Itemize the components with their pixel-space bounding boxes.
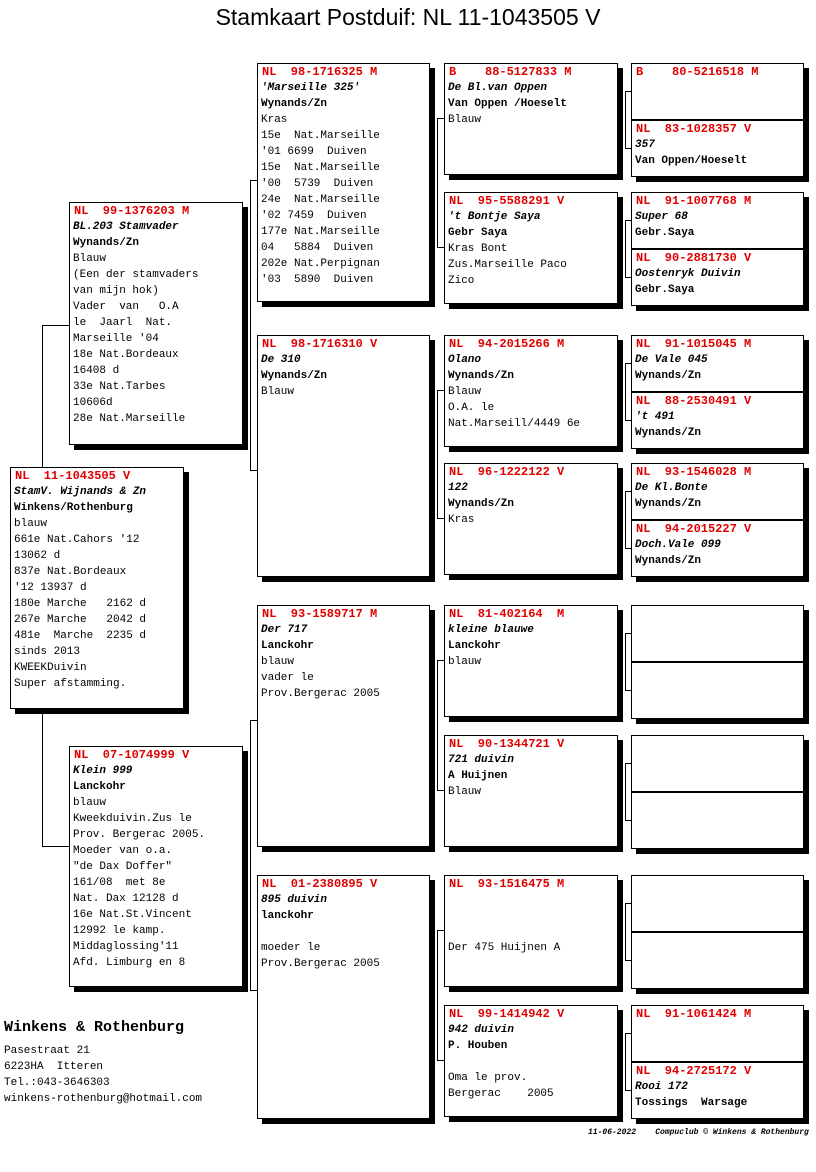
connector-line [437,118,444,119]
connector-line [625,763,626,820]
pedigree-line: 180e Marche 2162 d [14,598,147,610]
pigeon-name: 'Marseille 325' [261,82,361,94]
breeder-name: Wynands/Zn [448,370,515,382]
pigeon-name: StamV. Wijnands & Zn [14,486,147,498]
great-grandparent-card[interactable] [444,875,618,987]
pigeon-name: Rooi 172 [635,1081,688,1093]
pigeon-name: Oostenryk Duivin [635,268,741,280]
breeder-name: Van Oppen /Hoeselt [448,98,567,110]
owner-phone: Tel.:043-3646303 [4,1077,110,1089]
connector-line [625,220,626,277]
connector-line [625,1033,631,1034]
ring-number: NL 01-2380895 V [262,877,378,891]
pedigree-line [261,924,429,940]
pedigree-line: 16408 d [73,365,120,377]
pigeon-name: 895 duivin [261,894,328,906]
connector-line [625,491,626,548]
pedigree-line: Middaglossing'11 [73,941,179,953]
connector-line [437,118,438,247]
pedigree-line: 10606d [73,397,113,409]
great-great-grandparent-card[interactable] [631,120,804,177]
ring-number: NL 81-402164 M [449,607,565,621]
owner-email[interactable]: winkens-rothenburg@hotmail.com [4,1093,203,1105]
pedigree-line: Super afstamming. [14,678,127,690]
subject-pigeon-card[interactable] [10,467,184,709]
great-great-grandparent-card[interactable] [631,875,804,932]
pedigree-line: Kras [448,514,475,526]
breeder-name: P. Houben [448,1040,508,1052]
great-great-grandparent-card[interactable] [631,249,804,306]
owner-city: 6223HA Itteren [4,1061,104,1073]
connector-line [625,633,631,634]
pedigree-line: Kras Bont [448,243,508,255]
pigeon-name: kleine blauwe [448,624,534,636]
connector-line [625,491,631,492]
pedigree-line: Der 475 Huijnen A [448,942,561,954]
pedigree-line [448,1054,617,1070]
pigeon-name: 721 duivin [448,754,515,766]
connector-line [625,548,631,549]
pedigree-line: blauw [261,656,295,668]
pigeon-name: De Vale 045 [635,354,708,366]
pigeon-name: 122 [448,482,468,494]
connector-line [437,660,444,661]
connector-line [437,660,438,790]
ring-number: B 80-5216518 M [636,65,759,79]
pedigree-line: O.A. le [448,402,495,414]
connector-line [625,820,631,821]
pedigree-line: '02 7459 Duiven [261,210,367,222]
pedigree-line: 18e Nat.Bordeaux [73,349,179,361]
pigeon-name: Super 68 [635,211,688,223]
ring-number: NL 91-1015045 M [636,337,752,351]
breeder-name: Van Oppen/Hoeselt [635,155,748,167]
pedigree-line: Afd. Limburg en 8 [73,957,186,969]
great-grandparent-card[interactable] [444,335,618,447]
connector-line [625,277,631,278]
pedigree-line: 267e Marche 2042 d [14,614,147,626]
ring-number: NL 93-1589717 M [262,607,378,621]
pigeon-name: Der 717 [261,624,308,636]
breeder-name: Gebr.Saya [635,284,695,296]
breeder-name: Wynands/Zn [73,237,140,249]
pedigree-line: 04 5884 Duiven [261,242,374,254]
pedigree-line: van mijn hok) [73,285,159,297]
grandparent-card[interactable] [257,335,430,577]
pedigree-line: '12 13937 d [14,582,87,594]
connector-line [437,390,444,391]
great-great-grandparent-card[interactable] [631,662,804,719]
mother-card[interactable] [69,746,243,987]
connector-line [625,903,631,904]
great-grandparent-card[interactable] [444,463,618,575]
connector-line [625,1033,626,1090]
pedigree-line: KWEEKDuivin [14,662,87,674]
pigeon-name: Olano [448,354,482,366]
ring-number: B 88-5127833 M [449,65,572,79]
pedigree-line: vader le [261,672,314,684]
connector-line [625,763,631,764]
ring-number: NL 83-1028357 V [636,122,752,136]
pedigree-line: 161/08 met 8e [73,877,166,889]
ring-number: NL 93-1546028 M [636,465,752,479]
pedigree-line: 481e Marche 2235 d [14,630,147,642]
pedigree-line: Zico [448,275,475,287]
pedigree-line: Kras [261,114,288,126]
ring-number: NL 88-2530491 V [636,394,752,408]
father-card[interactable] [69,202,243,445]
great-great-grandparent-card[interactable] [631,735,804,792]
breeder-name: Wynands/Zn [635,498,702,510]
connector-line [625,960,631,961]
pedigree-line: 202e Nat.Perpignan [261,258,380,270]
ring-number: NL 91-1061424 M [636,1007,752,1021]
pedigree-line: Moeder van o.a. [73,845,173,857]
pedigree-line [448,908,617,924]
ring-number: NL 90-2881730 V [636,251,752,265]
pedigree-line: Blauw [73,253,107,265]
pigeon-name: De Kl.Bonte [635,482,708,494]
pedigree-line: blauw [73,797,107,809]
connector-line [625,220,631,221]
pedigree-line: 33e Nat.Tarbes [73,381,166,393]
connector-line [625,363,631,364]
ring-number: NL 07-1074999 V [74,748,190,762]
pigeon-name: 't 491 [635,411,675,423]
pedigree-line: 15e Nat.Marseille [261,162,380,174]
pedigree-line: (Een der stamvaders [73,269,199,281]
connector-line [625,148,631,149]
grandparent-card[interactable] [257,63,430,302]
breeder-name: Wynands/Zn [635,370,702,382]
pigeon-name: De 310 [261,354,301,366]
owner-name: Winkens & Rothenburg [4,1019,185,1036]
breeder-name: Gebr Saya [448,227,508,239]
pedigree-line: 661e Nat.Cahors '12 [14,534,140,546]
breeder-name: Lanckohr [73,781,126,793]
ring-number: NL 99-1414942 V [449,1007,565,1021]
pigeon-name: 357 [635,139,655,151]
breeder-name: lanckohr [261,910,314,922]
connector-line [625,91,626,148]
connector-line [437,790,444,791]
owner-street: Pasestraat 21 [4,1045,90,1057]
great-grandparent-card[interactable] [444,1005,618,1117]
pedigree-line: moeder le [261,942,321,954]
pedigree-line: 15e Nat.Marseille [261,130,380,142]
great-great-grandparent-card[interactable] [631,932,804,989]
connector-line [625,420,631,421]
pedigree-line: blauw [14,518,48,530]
pedigree-line: Blauw [448,114,482,126]
pedigree-line: Vader van O.A [73,301,179,313]
ring-number: NL 96-1222122 V [449,465,565,479]
pedigree-line: sinds 2013 [14,646,81,658]
pedigree-line: blauw [448,656,482,668]
great-great-grandparent-card[interactable] [631,792,804,849]
pedigree-line: Blauw [448,786,482,798]
footer-credit: 11-06-2022 Compuclub © Winkens & Rothenburg [588,1128,809,1137]
connector-line [625,633,626,690]
pedigree-line: Kweekduivin.Zus le [73,813,192,825]
pedigree-line: Bergerac 2005 [448,1088,554,1100]
pedigree-line: 13062 d [14,550,61,562]
pedigree-line [448,924,617,940]
pedigree-line: Blauw [261,386,295,398]
breeder-name: Wynands/Zn [261,370,328,382]
connector-line [437,930,438,1060]
pedigree-line: 837e Nat.Bordeaux [14,566,127,578]
ring-number: NL 98-1716325 M [262,65,378,79]
pedigree-line: '03 5890 Duiven [261,274,374,286]
connector-line [625,903,626,960]
pedigree-line: 16e Nat.St.Vincent [73,909,192,921]
pedigree-line: Marseille '04 [73,333,159,345]
breeder-name: Tossings Warsage [635,1097,748,1109]
pedigree-line: Blauw [448,386,482,398]
connector-line [437,518,444,519]
pedigree-line: Prov. Bergerac 2005. [73,829,206,841]
great-great-grandparent-card[interactable] [631,520,804,577]
great-grandparent-card[interactable] [444,735,618,847]
ring-number: NL 99-1376203 M [74,204,190,218]
pedigree-line: 177e Nat.Marseille [261,226,380,238]
pigeon-name: Klein 999 [73,765,133,777]
pedigree-line: Oma le prov. [448,1072,528,1084]
great-grandparent-card[interactable] [444,63,618,175]
pedigree-line: Nat. Dax 12128 d [73,893,179,905]
pedigree-line: 28e Nat.Marseille [73,413,186,425]
pedigree-line: '00 5739 Duiven [261,178,374,190]
breeder-name: Wynands/Zn [635,427,702,439]
ring-number: NL 94-2725172 V [636,1064,752,1078]
pedigree-line: Prov.Bergerac 2005 [261,688,380,700]
connector-line [625,690,631,691]
breeder-name: Wynands/Zn [635,555,702,567]
great-great-grandparent-card[interactable] [631,63,804,120]
great-grandparent-card[interactable] [444,192,618,304]
great-great-grandparent-card[interactable] [631,192,804,249]
breeder-name: Wynands/Zn [448,498,515,510]
connector-line [625,1090,631,1091]
pedigree-line [448,892,617,908]
pedigree-line: 12992 le kamp. [73,925,166,937]
connector-line [625,363,626,420]
pigeon-name: De Bl.van Oppen [448,82,548,94]
breeder-name: Lanckohr [261,640,314,652]
great-great-grandparent-card[interactable] [631,1062,804,1119]
great-great-grandparent-card[interactable] [631,335,804,392]
pedigree-line: '01 6699 Duiven [261,146,367,158]
pedigree-line: Nat.Marseill/4449 6e [448,418,581,430]
pigeon-name: BL.203 Stamvader [73,221,179,233]
page-title: Stamkaart Postduif: NL 11-1043505 V [215,4,601,30]
grandparent-card[interactable] [257,875,430,1119]
breeder-name: Lanckohr [448,640,501,652]
ring-number: NL 11-1043505 V [15,469,131,483]
pigeon-name: Doch.Vale 099 [635,539,721,551]
breeder-name: Gebr.Saya [635,227,695,239]
great-great-grandparent-card[interactable] [631,463,804,520]
pedigree-line: 24e Nat.Marseille [261,194,380,206]
great-great-grandparent-card[interactable] [631,392,804,449]
ring-number: NL 90-1344721 V [449,737,565,751]
ring-number: NL 94-2015227 V [636,522,752,536]
pedigree-line: Prov.Bergerac 2005 [261,958,380,970]
pedigree-line: le Jaarl Nat. [73,317,173,329]
ring-number: NL 91-1007768 M [636,194,752,208]
breeder-name: Winkens/Rothenburg [14,502,133,514]
connector-line [625,91,631,92]
pigeon-name: 942 duivin [448,1024,515,1036]
pigeon-name: 't Bontje Saya [448,211,541,223]
ring-number: NL 93-1516475 M [449,877,565,891]
connector-line [437,247,444,248]
grandparent-card[interactable] [257,605,430,847]
pedigree-line: "de Dax Doffer" [73,861,173,873]
pedigree-line: Zus.Marseille Paco [448,259,567,271]
great-great-grandparent-card[interactable] [631,1005,804,1062]
breeder-name: A Huijnen [448,770,508,782]
breeder-name: Wynands/Zn [261,98,328,110]
ring-number: NL 94-2015266 M [449,337,565,351]
great-great-grandparent-card[interactable] [631,605,804,662]
ring-number: NL 98-1716310 V [262,337,378,351]
connector-line [437,1060,444,1061]
great-grandparent-card[interactable] [444,605,618,717]
connector-line [437,930,444,931]
connector-line [437,390,438,518]
ring-number: NL 95-5588291 V [449,194,565,208]
